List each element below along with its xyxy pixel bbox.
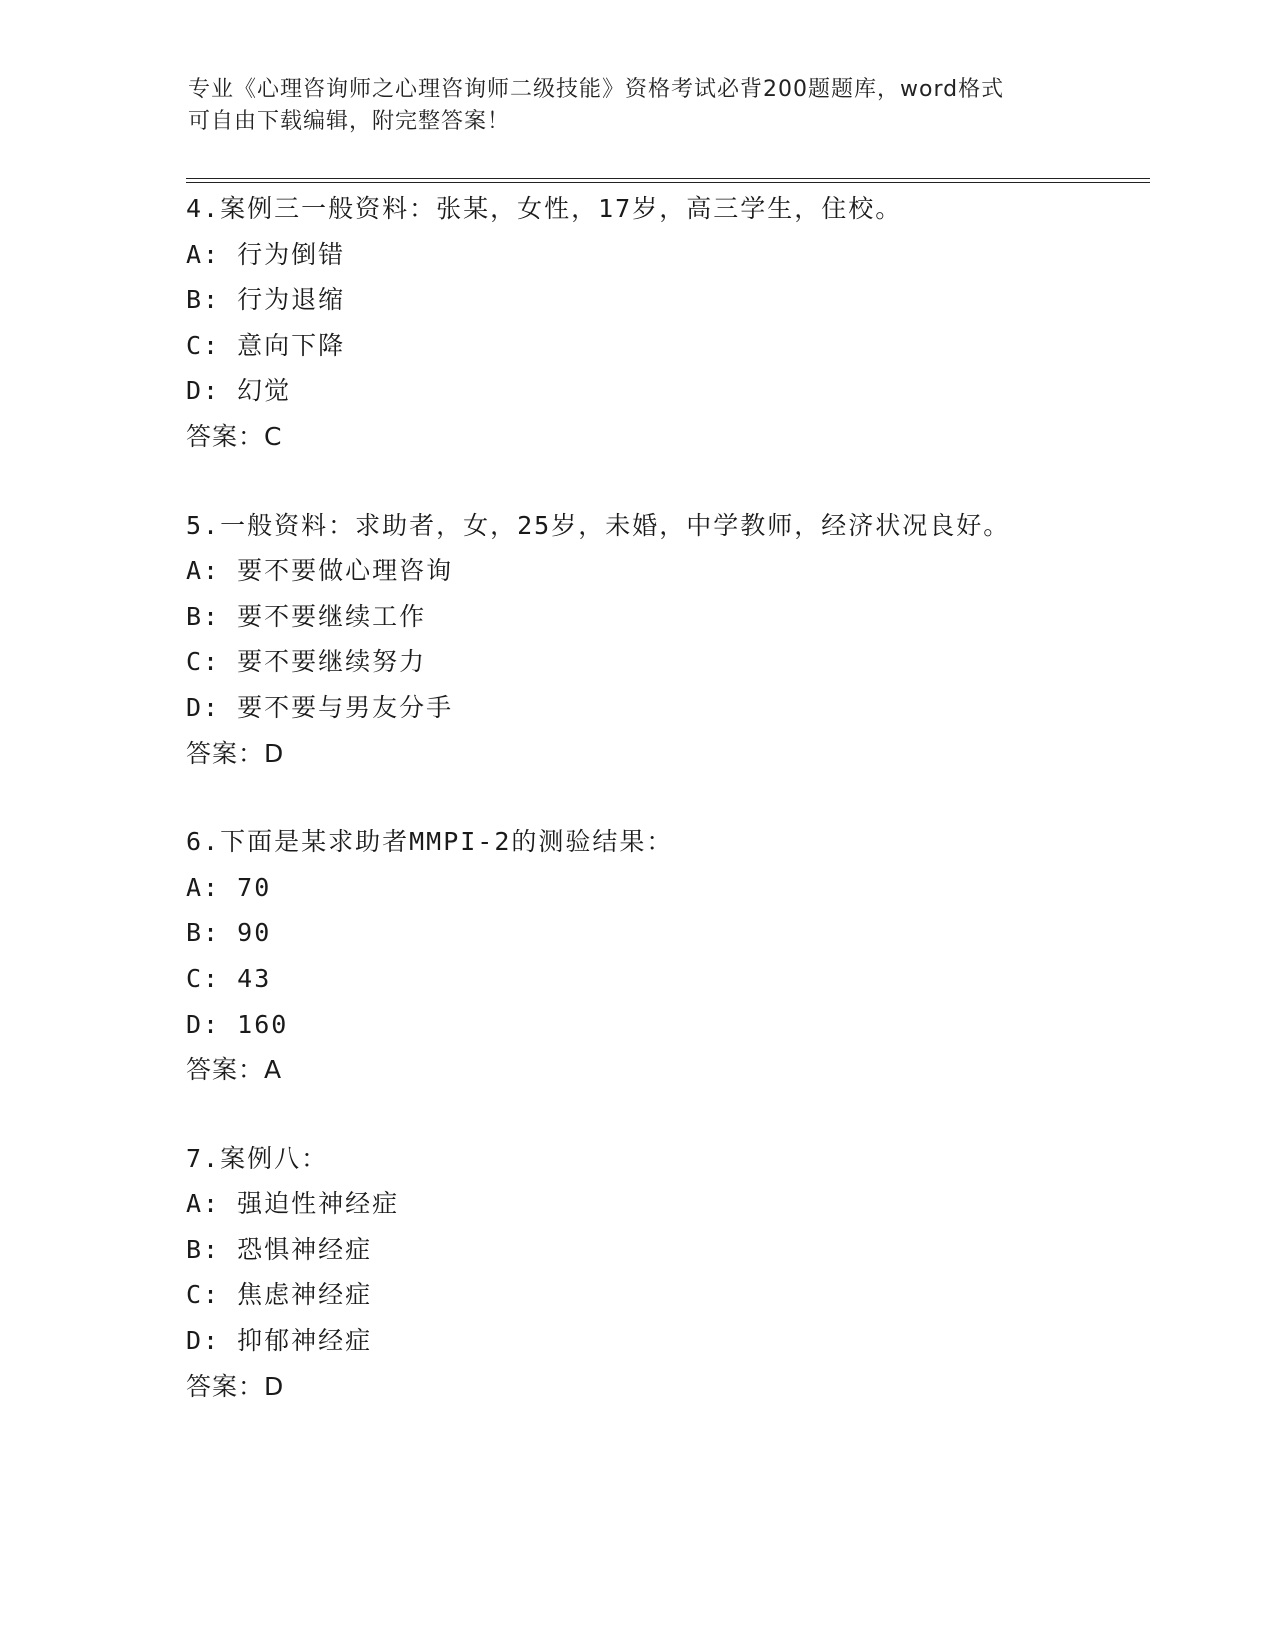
- option-d: D: 160: [186, 1009, 289, 1039]
- header-divider-top: [186, 178, 1150, 179]
- option-b: B: 恐惧神经症: [186, 1234, 373, 1264]
- question-text: 4.案例三一般资料：张某，女性，17岁，高三学生，住校。: [186, 194, 903, 223]
- answer: 答案：A: [186, 1055, 283, 1085]
- option-c: C: 焦虑神经症: [186, 1280, 373, 1310]
- option-d: D: 抑郁神经症: [186, 1326, 373, 1356]
- header-line-2: 可自由下载编辑，附完整答案！: [188, 109, 511, 134]
- option-d: D: 要不要与男友分手: [186, 692, 454, 722]
- option-c: C: 43: [186, 963, 272, 993]
- answer: 答案：C: [186, 421, 283, 451]
- option-a: A: 行为倒错: [186, 239, 346, 269]
- option-a: A: 强迫性神经症: [186, 1189, 400, 1219]
- header-divider-bottom: [186, 182, 1150, 183]
- document-header: [188, 74, 1088, 138]
- option-a: A: 70: [186, 872, 272, 902]
- option-b: B: 90: [186, 918, 272, 948]
- option-a: A: 要不要做心理咨询: [186, 556, 454, 586]
- question-7: [186, 1136, 1146, 1410]
- question-text: 6.下面是某求助者MMPI-2的测验结果：: [186, 827, 674, 857]
- option-c: C: 意向下降: [186, 330, 346, 360]
- question-text: 5.一般资料：求助者，女，25岁，未婚，中学教师，经济状况良好。: [186, 510, 1011, 540]
- option-b: B: 要不要继续工作: [186, 601, 427, 631]
- answer: 答案：D: [186, 1371, 285, 1401]
- header-line-1: 专业《心理咨询师之心理咨询师二级技能》资格考试必背200题题库，word格式: [188, 77, 1005, 102]
- question-5: [186, 503, 1146, 777]
- option-b: B: 行为退缩: [186, 285, 346, 315]
- option-d: D: 幻觉: [186, 376, 292, 406]
- answer: 答案：D: [186, 738, 285, 768]
- question-6: [186, 819, 1146, 1093]
- question-text: 7.案例八：: [186, 1143, 329, 1173]
- question-4: [186, 186, 1146, 460]
- question-list: [186, 186, 1146, 1452]
- option-c: C: 要不要继续努力: [186, 647, 427, 677]
